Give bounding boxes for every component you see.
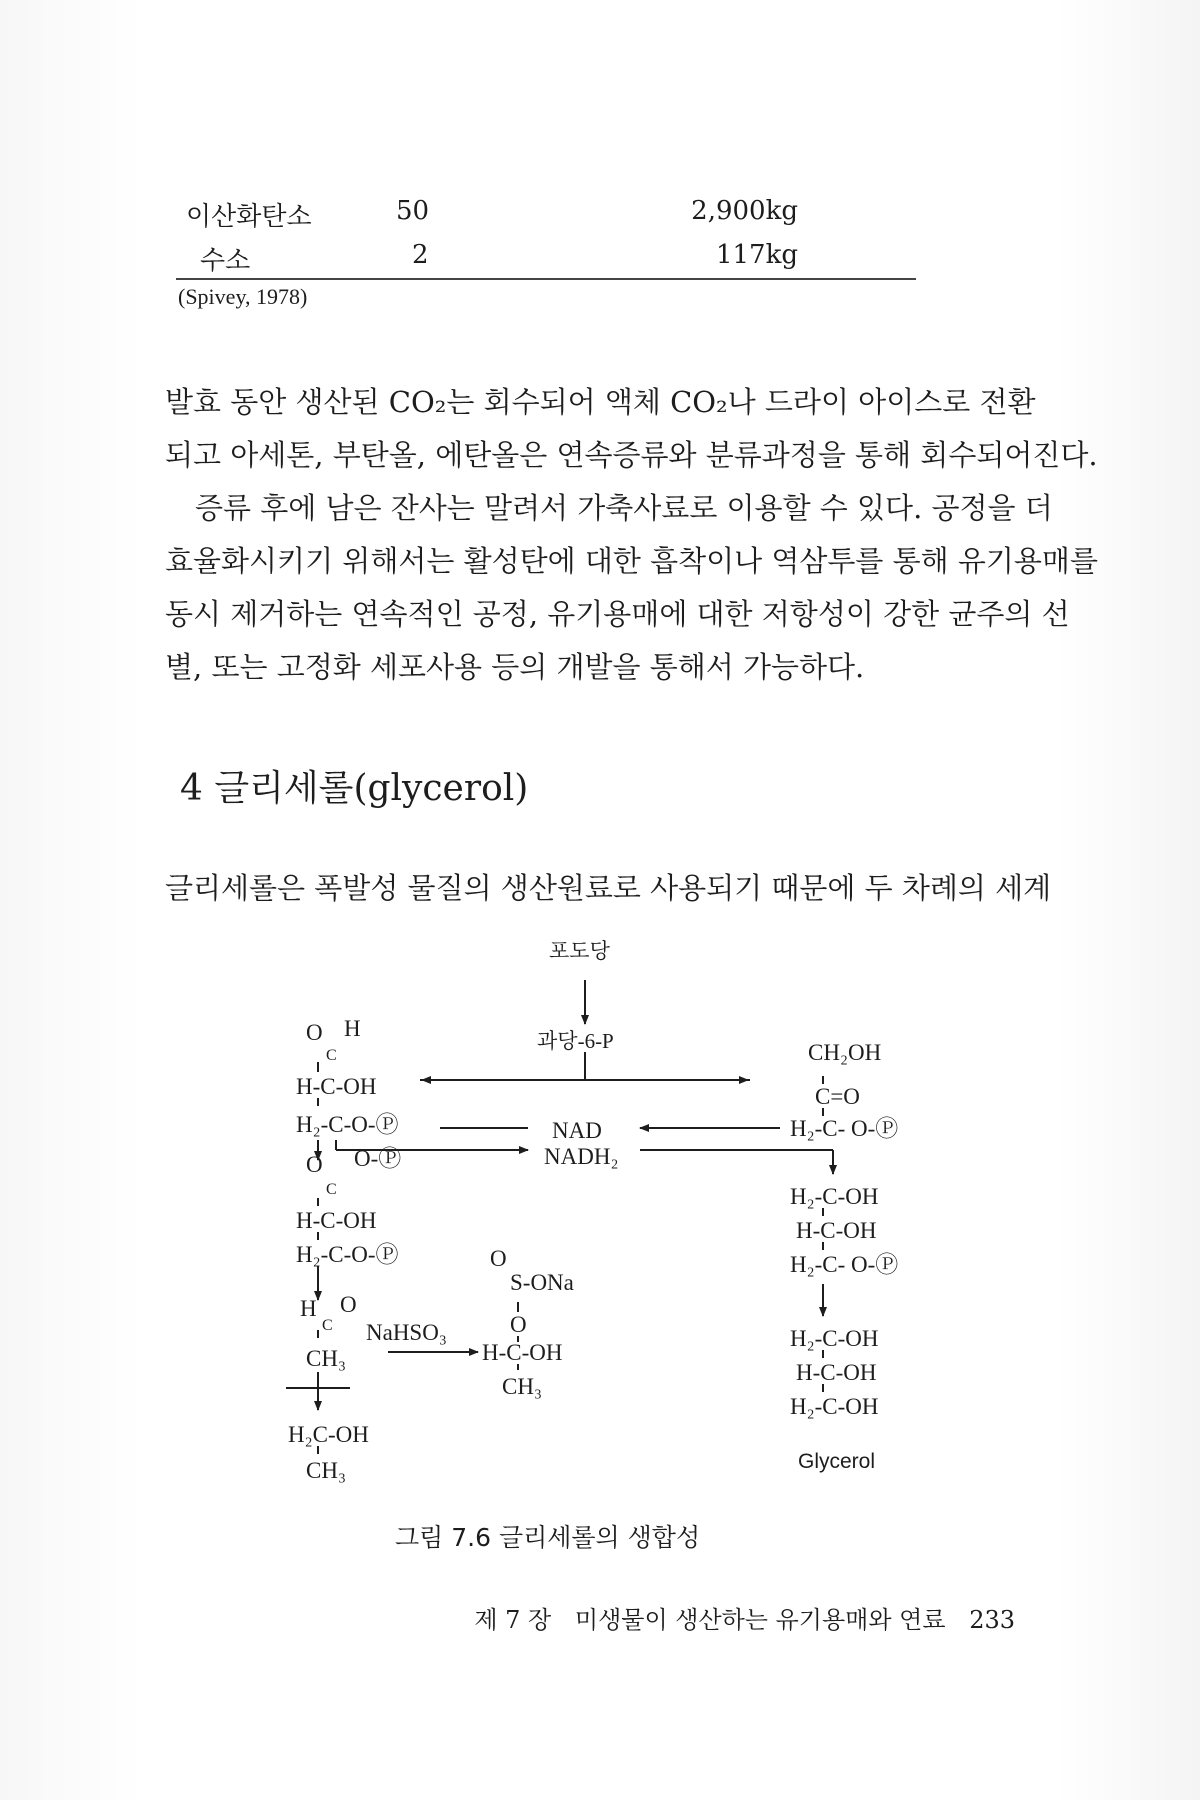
formula-h2coh: H₂-C-OH [790, 1326, 879, 1351]
label-nad: NAD [552, 1118, 602, 1143]
atom-o: O [490, 1246, 507, 1271]
footer-title: 미생물이 생산하는 유기용매와 연료 [574, 1606, 946, 1634]
table-cell-amount: 2,900kg [691, 196, 798, 226]
formula-sona: S-ONa [510, 1270, 574, 1295]
formula-ch2oh: CH₂OH [808, 1040, 882, 1065]
table-cell-name: 수소 [200, 246, 251, 276]
formula-hcoh: H-C-OH [796, 1360, 877, 1385]
formula-ch3: CH₃ [502, 1374, 542, 1399]
atom-o: O [510, 1312, 527, 1337]
formula-h2cop: H₂-C- O-Ⓟ [790, 1252, 899, 1277]
atom-h: H [300, 1296, 317, 1321]
atom-h: H [344, 1016, 361, 1041]
label-glycerol: Glycerol [798, 1450, 876, 1473]
table-cell-value: 50 [396, 196, 430, 226]
text-line: 되고 아세톤, 부탄올, 에탄올은 연속증류와 분류과정을 통해 회수되어진다. [165, 438, 1098, 472]
section-heading: 4 글리세롤(glycerol) [180, 768, 529, 809]
formula-hcoh: H-C-OH [296, 1208, 377, 1233]
figure-caption: 그림 7.6 글리세롤의 생합성 [395, 1523, 701, 1552]
table-cell-amount: 117kg [715, 240, 798, 270]
page-number: 233 [969, 1606, 1015, 1634]
table-cell-value: 2 [412, 240, 429, 270]
atom-o: O [340, 1292, 357, 1317]
formula-ch3: CH₃ [306, 1346, 346, 1371]
formula-co: C=O [815, 1084, 860, 1109]
formula-h2cop: H₂-C-O-Ⓟ [296, 1242, 399, 1267]
page-footer [458, 1600, 1015, 1635]
formula-h2cop: H₂-C- O-Ⓟ [790, 1116, 899, 1141]
formula-hcoh: H-C-OH [796, 1218, 877, 1243]
formula-ch3: CH₃ [306, 1458, 346, 1483]
atom-o: O [306, 1152, 323, 1177]
formula-hcoh: H-C-OH [296, 1074, 377, 1099]
footer-chapter: 제 7 장 [474, 1606, 552, 1634]
atom-c: C [326, 1047, 337, 1064]
text-line: 증류 후에 남은 잔사는 말려서 가축사료로 이용할 수 있다. 공정을 더 [195, 491, 1053, 525]
reagent-nahso3: NaHSO₃ [366, 1320, 447, 1345]
formula-ethanol: H₂C-OH [288, 1422, 369, 1447]
label-f6p: 과당-6-P [537, 1029, 614, 1053]
formula-h2cop: H₂-C-O-Ⓟ [296, 1112, 399, 1137]
text-line: 효율화시키기 위해서는 활성탄에 대한 흡착이나 역삼투를 통해 유기용매를 [165, 544, 1098, 578]
text-line: 발효 동안 생산된 CO₂는 회수되어 액체 CO₂나 드라이 아이스로 전환 [165, 385, 1036, 419]
text-line: 별, 또는 고정화 세포사용 등의 개발을 통해서 가능하다. [165, 650, 865, 684]
text-line: 동시 제거하는 연속적인 공정, 유기용매에 대한 저항성이 강한 균주의 선 [165, 597, 1070, 631]
atom-o: O [306, 1020, 323, 1045]
table-cell-name: 이산화탄소 [186, 202, 312, 232]
label-glucose: 포도당 [549, 939, 610, 963]
label-nadh2: NADH₂ [544, 1144, 619, 1169]
formula-h2coh: H₂-C-OH [790, 1394, 879, 1419]
atom-c: C [326, 1181, 337, 1198]
formula-h2coh: H₂-C-OH [790, 1184, 879, 1209]
table-source: (Spivey, 1978) [178, 284, 308, 309]
formula-hcoh: H-C-OH [482, 1340, 563, 1365]
text-line: 글리세롤은 폭발성 물질의 생산원료로 사용되기 때문에 두 차례의 세계 [165, 871, 1052, 905]
formula-op: O-Ⓟ [354, 1146, 402, 1171]
atom-c: C [322, 1317, 333, 1334]
